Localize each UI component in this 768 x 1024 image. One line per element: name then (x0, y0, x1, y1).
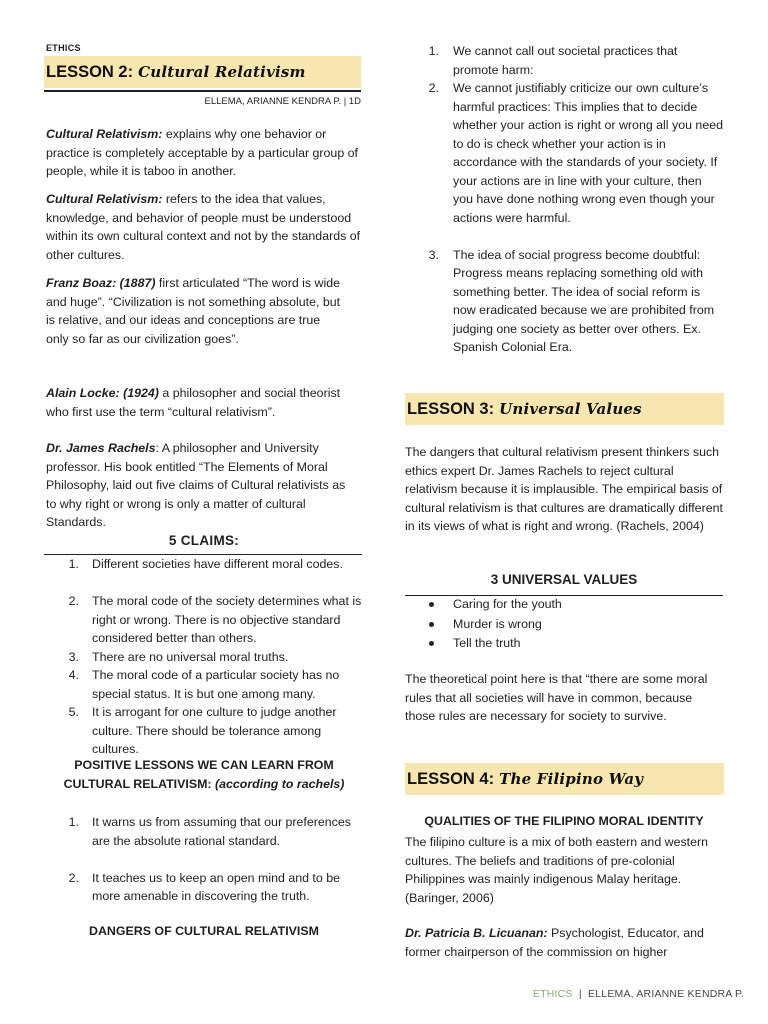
positive-heading-text: POSITIVE LESSONS WE CAN LEARN FROM CULTURAL RELATIVISM: (63, 758, 334, 791)
definition-2 (46, 190, 362, 264)
bullet-icon (429, 602, 434, 607)
danger-item: 3. The idea of social progress become doubtful: Progress means replacing something old with something better. The idea of social reform is now eradicated because we are prohibited from judging one society as better over others. Ex. Spanish Colonial Era. (428, 247, 715, 354)
danger-item: 2. We cannot justifiably criticize our own culture’s harmful practices: This implies that to decide whether your action is right or wrong all you need to do is check whether your action is in accordance with the standards of your society. If your actions are in line with your culture, then you have done nothing wrong even though your actions were harmful. (428, 81, 723, 225)
locke-term: Alain Locke: (1924) (46, 386, 159, 400)
footer-separator: | (572, 988, 589, 1000)
claim-item: 5. It is arrogant for one culture to judge another culture. There should be tolerance among cultures. (68, 705, 337, 756)
boaz-term: Franz Boaz: (1887) (46, 276, 156, 290)
positive-item: 2. It teaches us to keep an open mind and to be more amenable in discovering the truth. (68, 870, 340, 903)
boaz-paragraph (46, 274, 346, 348)
dangers-list (405, 42, 725, 375)
footer-name: ELLEMA, ARIANNE KENDRA P. (588, 988, 744, 1000)
claim-text: The moral code of the society determines what is right or wrong. There is no objective standard considered better than others. (92, 594, 362, 645)
lesson3-paragraph: The dangers that cultural relativism present thinkers such ethics expert Dr. James Rachels to reject cultural relativism because it is implausible. The empirical basis of cultural relativism is that cultures are dramatically different in its views of what is right and wrong. (Rachels, 2004) (405, 445, 723, 533)
rachels-paragraph (46, 439, 356, 532)
value-item (405, 634, 723, 654)
filipino-paragraph: The filipino culture is a mix of both eastern and western cultures. The beliefs and traditions of pre-colonial Philippines was mainly indigenous Malay heritage. (Baringer, 2006) (405, 835, 709, 905)
claim-item: 3. There are no universal moral truths. (68, 649, 289, 664)
claim-text: Different societies have different moral codes. (92, 557, 343, 571)
claims-list (46, 555, 364, 759)
value-item (405, 615, 723, 635)
lesson3-banner (405, 393, 724, 425)
positive-text: It teaches us to keep an open mind and to be more amenable in discovering the truth. (92, 870, 340, 903)
value-text: Caring for the youth (453, 597, 562, 611)
qualities-heading: QUALITIES OF THE FILIPINO MORAL IDENTITY (424, 814, 704, 828)
positive-heading (49, 756, 359, 794)
page-footer (533, 988, 744, 1000)
danger-text: We cannot justifiably criticize our own culture’s harmful practices: This implies that to decide whether your action is right or wrong all you need to do is check whether your action is in accordance with the standards of your society. If your actions are in line with your culture, then you have done nothing wrong even though your actions were harmful. (453, 81, 723, 225)
claim-text: The moral code of a particular society has no special status. It is but one among many. (92, 668, 340, 701)
subject-label: ETHICS (46, 43, 81, 53)
positive-item: 1. It warns us from assuming that our preferences are the absolute rational standard. (68, 815, 351, 848)
footer-subject: ETHICS (532, 988, 573, 1000)
claim-text: It is arrogant for one culture to judge another culture. There should be tolerance among cultures. (92, 705, 337, 756)
danger-text: We cannot call out societal practices that promote harm: (453, 44, 678, 77)
locke-paragraph (46, 384, 354, 421)
values-heading: 3 UNIVERSAL VALUES (490, 572, 638, 587)
boaz-text: first articulated “The word is wide and huge”. “Civilization is not something absolute, but is relative, and our ideas and conceptions are true only so far as our civilization goes”. (46, 276, 341, 346)
lesson2-banner (44, 56, 361, 88)
lesson4-title: The Filipino Way (499, 770, 644, 788)
values-list (405, 595, 723, 654)
rachels-term: Dr. James Rachels (46, 441, 156, 455)
definition-1-term: Cultural Relativism: (46, 127, 163, 141)
theory-paragraph: The theoretical point here is that “there are some moral rules that all societies will have in common, because those rules are necessary for society to survive. (405, 672, 708, 723)
definition-1-text: explains why one behavior or practice is completely acceptable by a particular group of people, while it is taboo in another. (46, 127, 358, 178)
positive-list (46, 813, 364, 906)
danger-text: The idea of social progress become doubtful: Progress means replacing something old with something better. The idea of social reform is now eradicated because we are prohibited from judging one society as better over others. Ex. Spanish Colonial Era. (453, 247, 715, 354)
value-item (405, 595, 723, 615)
lesson2-rule (44, 90, 361, 92)
definition-2-text: refers to the idea that values, knowledge, and behavior of people must be understood within its own cultural context and not by the standards of other cultures. (46, 192, 361, 262)
value-text: Tell the truth (453, 636, 521, 650)
lesson3-title: Universal Values (499, 400, 642, 418)
bullet-icon (429, 622, 434, 627)
claim-text: There are no universal moral truths. (92, 649, 289, 664)
lesson4-prefix: LESSON 4: (407, 769, 495, 788)
lesson2-title: Cultural Relativism (138, 63, 306, 81)
claim-item: 2. The moral code of the society determines what is right or wrong. There is no objective standard considered better than others. (68, 594, 362, 645)
bullet-icon (429, 641, 434, 646)
author-line: ELLEMA, ARIANNE KENDRA P. | 1D (204, 96, 361, 107)
lesson4-banner (405, 763, 724, 795)
licuanan-term: Dr. Patricia B. Licuanan: (405, 926, 548, 940)
definition-1 (46, 125, 362, 181)
danger-item: 1. We cannot call out societal practices that promote harm: (428, 44, 678, 77)
locke-text: a philosopher and social theorist who first use the term “cultural relativism”. (46, 386, 341, 419)
lesson3-prefix: LESSON 3: (407, 399, 495, 418)
lesson2-prefix: LESSON 2: (46, 62, 134, 81)
claims-heading: 5 CLAIMS: (168, 533, 240, 548)
claim-item: 4. The moral code of a particular society has no special status. It is but one among many. (68, 668, 340, 701)
value-text: Murder is wrong (453, 616, 542, 631)
positive-text: It warns us from assuming that our preferences are the absolute rational standard. (92, 815, 351, 848)
claim-item: 1. Different societies have different moral codes. (68, 557, 343, 571)
rachels-text: : A philosopher and University professor. His book entitled “The Elements of Moral Philosophy, laid out five claims of Cultural relativists as to why right or wrong is only a matter of cultural Standards. (46, 441, 346, 529)
dangers-heading: DANGERS OF CULTURAL RELATIVISM (89, 924, 319, 938)
licuanan-text: Psychologist, Educator, and former chairperson of the commission on higher (405, 926, 704, 959)
licuanan-paragraph (405, 924, 723, 961)
definition-2-term: Cultural Relativism: (46, 192, 163, 206)
positive-heading-note: (according to rachels) (211, 777, 345, 791)
